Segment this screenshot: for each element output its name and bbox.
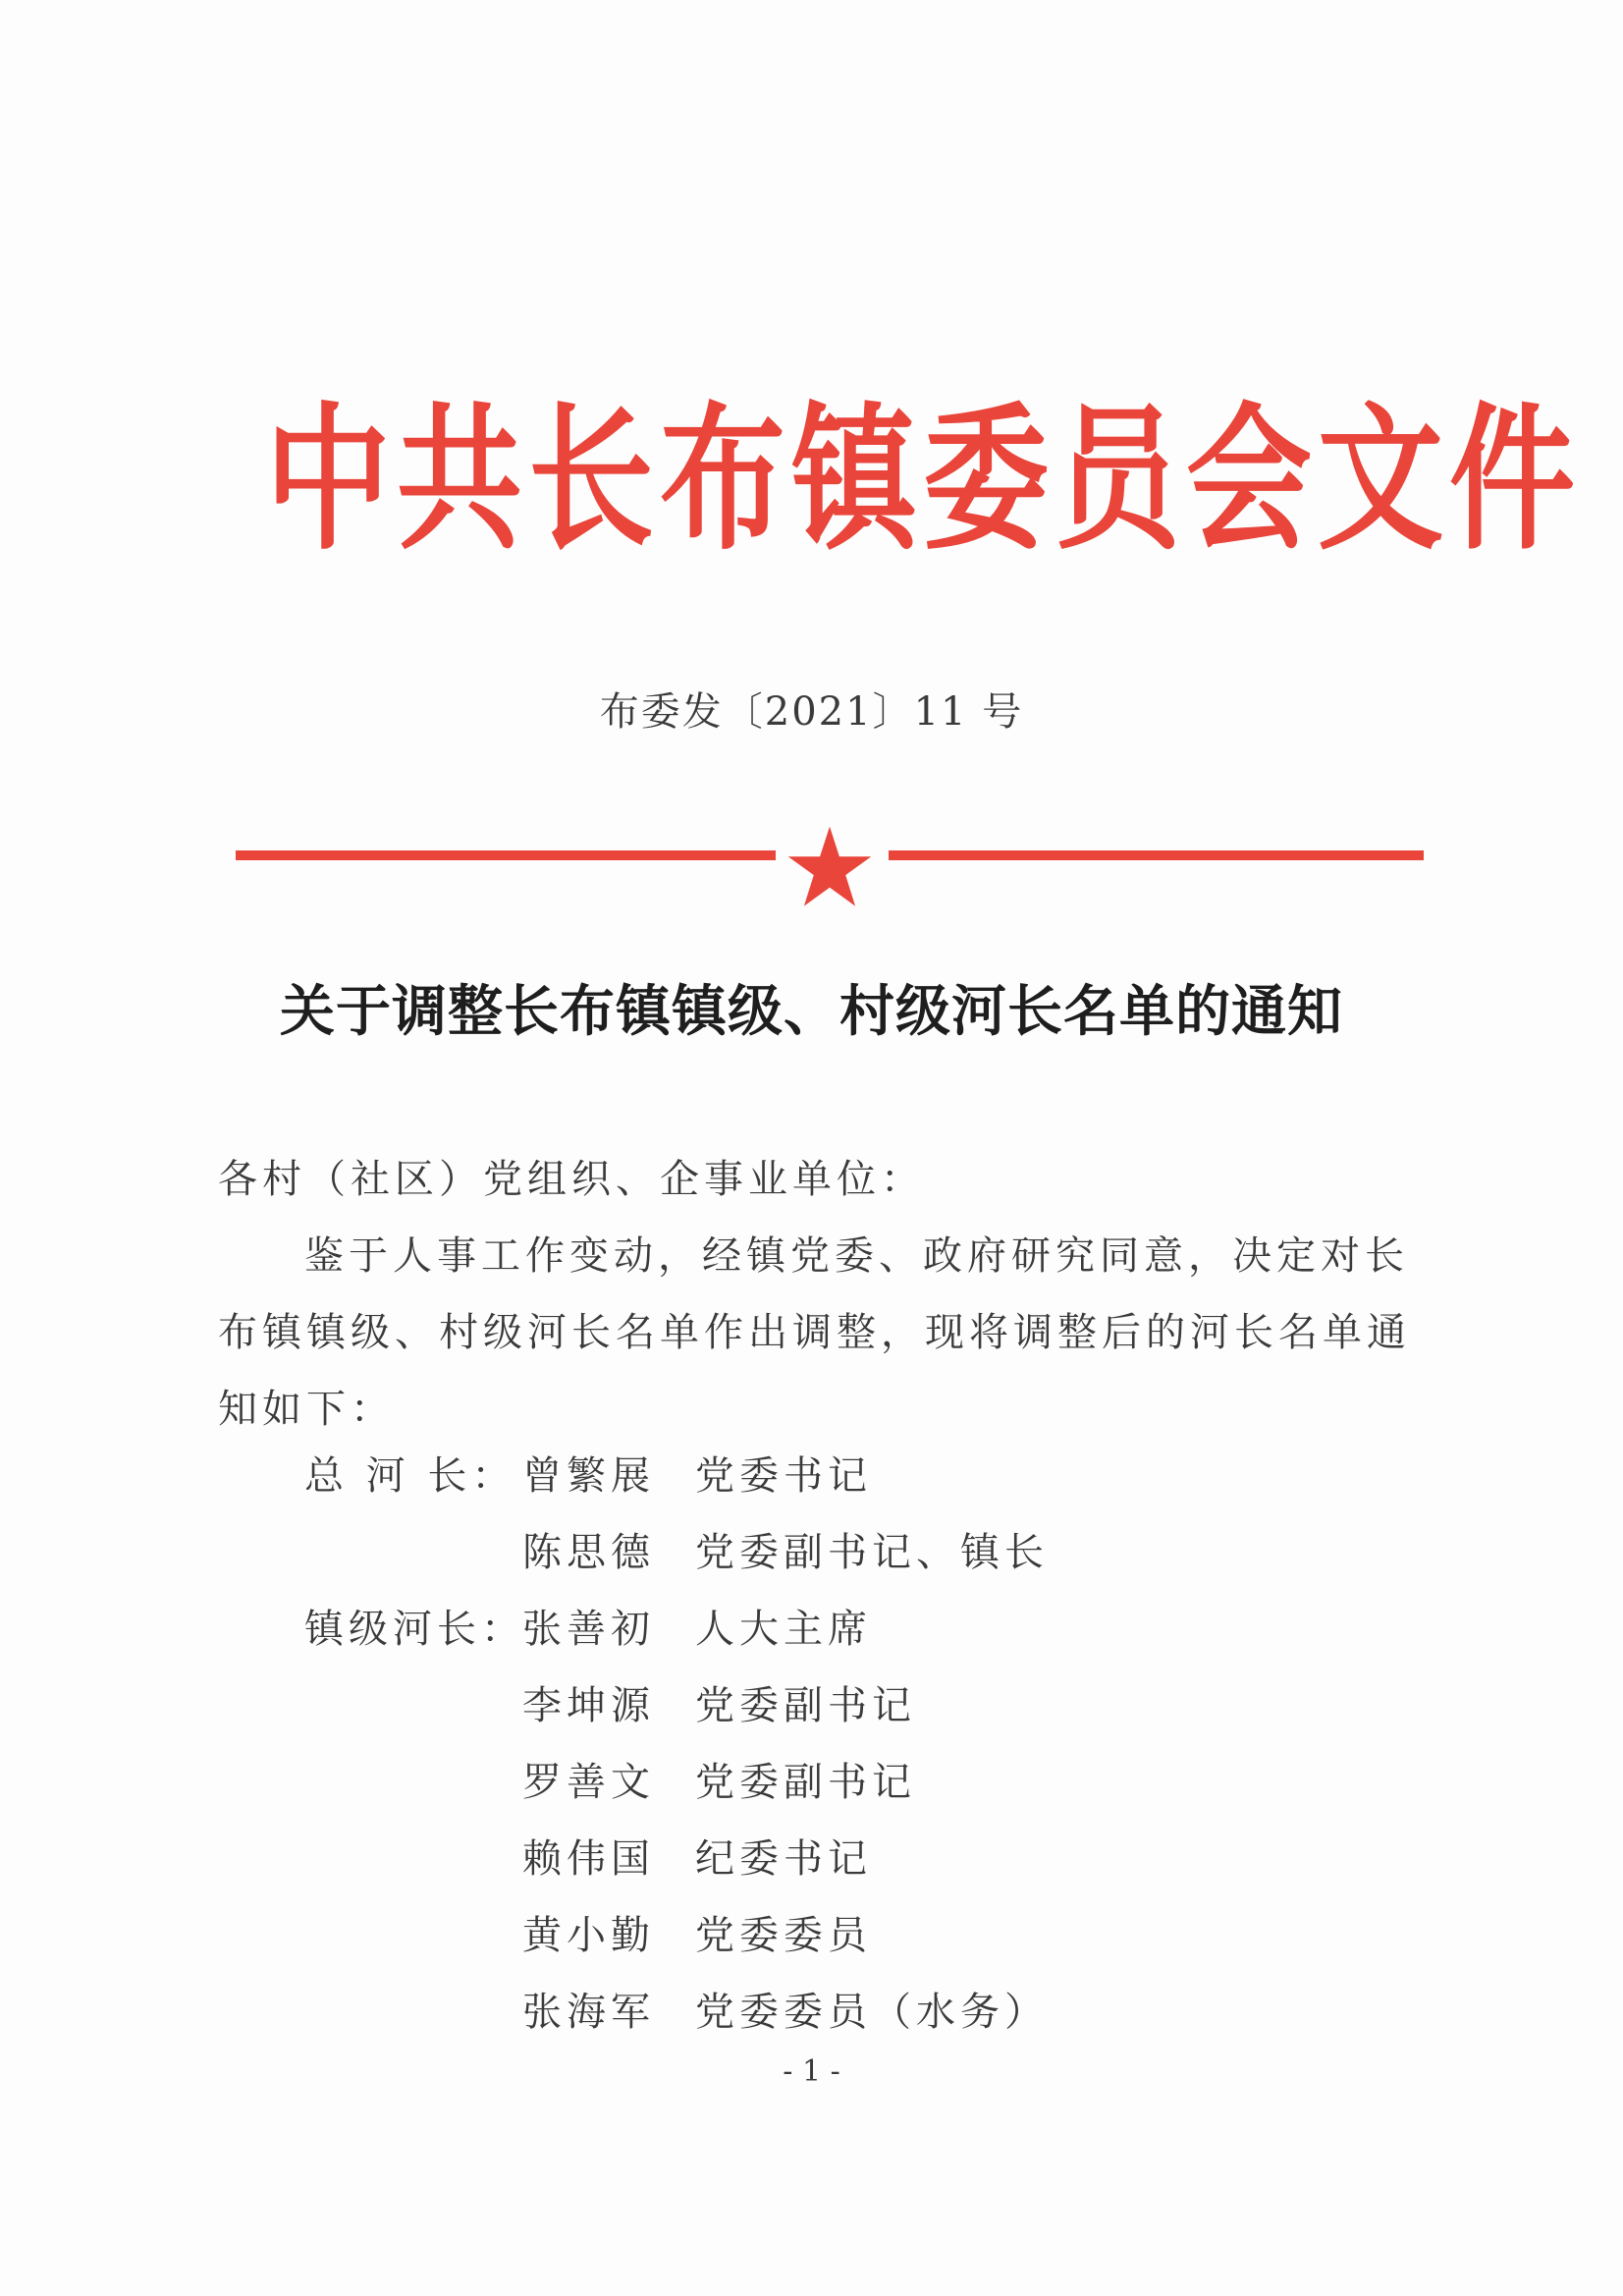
notice-title: 关于调整长布镇镇级、村级河长名单的通知 <box>280 979 1343 1044</box>
role-label: 总 河 长： <box>304 1453 516 1499</box>
page-number: - 1 - <box>783 2054 840 2089</box>
masthead-title: 中共长布镇委员会文件 <box>265 389 1582 573</box>
person-name: 黄小勤 <box>522 1913 655 1958</box>
salutation: 各村（社区）党组织、企事业单位： <box>218 1157 925 1202</box>
person-name: 李坤源 <box>522 1683 655 1728</box>
paragraph-line: 布镇镇级、村级河长名单作出调整，现将调整后的河长名单通 <box>218 1310 1411 1355</box>
person-position: 党委委员 <box>695 1913 872 1958</box>
person-position: 人大主席 <box>695 1607 872 1652</box>
person-position: 纪委书记 <box>695 1836 872 1882</box>
person-name: 曾繁展 <box>522 1453 655 1499</box>
person-position: 党委副书记 <box>695 1760 916 1805</box>
red-divider-left <box>236 850 776 860</box>
person-position: 党委副书记 <box>695 1683 916 1728</box>
role-label: 镇级河长： <box>304 1607 525 1652</box>
notice-body <box>218 1141 1416 1448</box>
person-name: 赖伟国 <box>522 1836 655 1882</box>
person-name: 陈思德 <box>522 1530 655 1575</box>
person-position: 党委委员（水务） <box>695 1990 1049 2035</box>
red-divider-right <box>889 850 1424 860</box>
person-name: 张善初 <box>522 1607 655 1652</box>
document-number: 布委发〔2021〕11 号 <box>599 689 1024 735</box>
person-position: 党委书记 <box>695 1453 872 1499</box>
red-star-icon <box>785 823 874 911</box>
paragraph-line: 知如下： <box>218 1387 395 1432</box>
paragraph-line: 鉴于人事工作变动，经镇党委、政府研究同意，决定对长 <box>304 1233 1409 1279</box>
person-name: 罗善文 <box>522 1760 655 1805</box>
person-position: 党委副书记、镇长 <box>695 1530 1049 1575</box>
person-name: 张海军 <box>522 1990 655 2035</box>
